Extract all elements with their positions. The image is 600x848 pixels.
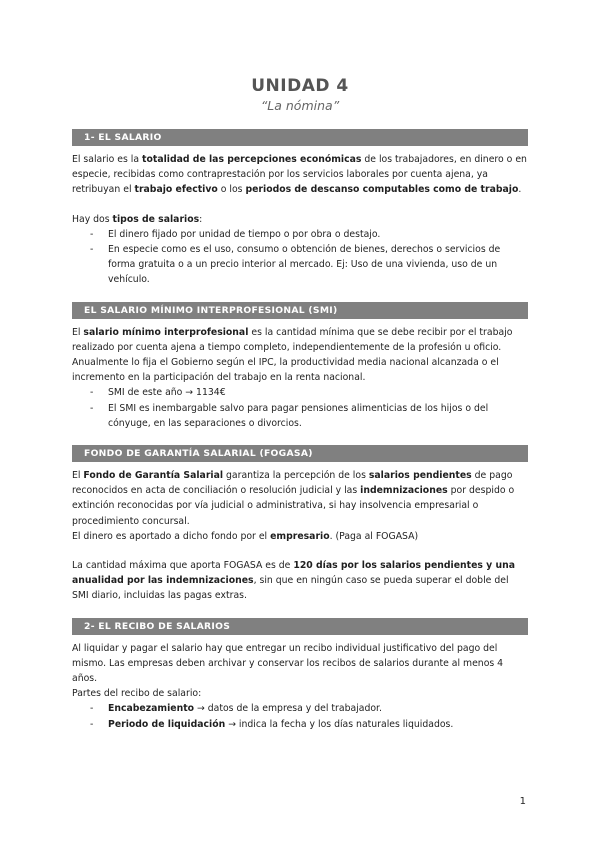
paragraph: El salario es la totalidad de las percepciones económicas de los trabajadores, en dinero o en especie, recibidas como contraprestación por los servicios laborales por cuenta ajena, ya retribuyan el trabajo efectivo o los periodos de descanso computables como de trabajo. <box>72 154 527 196</box>
section-heading-smi: EL SALARIO MÍNIMO INTERPROFESIONAL (SMI) <box>72 302 528 319</box>
paragraph: El salario mínimo interprofesional es la cantidad mínima que se debe recibir por el trabajo realizado por cuenta ajena a tiempo completo, independientemente de la profesión u oficio. Anualmente lo fija el Gobierno según el IPC, la productividad media nacional alcanzada o el incremento en la participación del trabajo en la renta nacional. <box>72 326 513 384</box>
section-heading-recibo: 2- EL RECIBO DE SALARIOS <box>72 618 528 635</box>
list-item: - SMI de este año → 1134€ <box>90 387 226 399</box>
list-item: - En especie como es el uso, consumo o obtención de bienes, derechos o servicios de forma gratuita o a un precio interior al mercado. Ej: Uso de una vivienda, uso de un vehículo. <box>90 244 501 286</box>
page-number: 1 <box>519 796 526 807</box>
list-item: - El SMI es inembargable salvo para pagar pensiones alimenticias de los hijos o del cónyuge, en las separaciones o divorcios. <box>90 402 489 429</box>
section-heading-fogasa: FONDO DE GARANTÍA SALARIAL (FOGASA) <box>72 445 528 462</box>
paragraph: Hay dos tipos de salarios: <box>72 213 203 225</box>
bullet-list <box>72 227 528 288</box>
list-item: - El dinero fijado por unidad de tiempo o por obra o destajo. <box>90 228 381 240</box>
paragraph: Al liquidar y pagar el salario hay que entregar un recibo individual justificativo del pago del mismo. Las empresas deben archivar y conservar los recibos de salarios durante al menos 4 años. <box>72 642 504 685</box>
bullet-list <box>72 385 528 431</box>
section-heading-salario: 1- EL SALARIO <box>72 129 528 146</box>
paragraph: El Fondo de Garantía Salarial garantiza la percepción de los salarios pendientes de pago reconocidos en acta de conciliación o resolución judicial y las indemnizaciones por despido o extinción reconocidas por vía judicial o administrativa, si hay insolvencia empresarial o procedimiento concursal. <box>72 470 515 527</box>
paragraph: La cantidad máxima que aporta FOGASA es de 120 días por los salarios pendientes y una anualidad por las indemnizaciones, sin que en ningún caso se pueda superar el doble del SMI diario, incluidas las pagas extras. <box>72 560 515 602</box>
list-item: - Periodo de liquidación → indica la fecha y los días naturales liquidados. <box>90 718 454 730</box>
paragraph: El dinero es aportado a dicho fondo por el empresario. (Paga al FOGASA) <box>72 530 419 542</box>
paragraph: Partes del recibo de salario: <box>72 688 202 700</box>
page-title: UNIDAD 4 <box>251 76 349 96</box>
page-subtitle: “La nómina” <box>260 98 340 113</box>
bullet-list <box>72 701 528 731</box>
list-item: - Encabezamiento → datos de la empresa y del trabajador. <box>90 703 382 715</box>
